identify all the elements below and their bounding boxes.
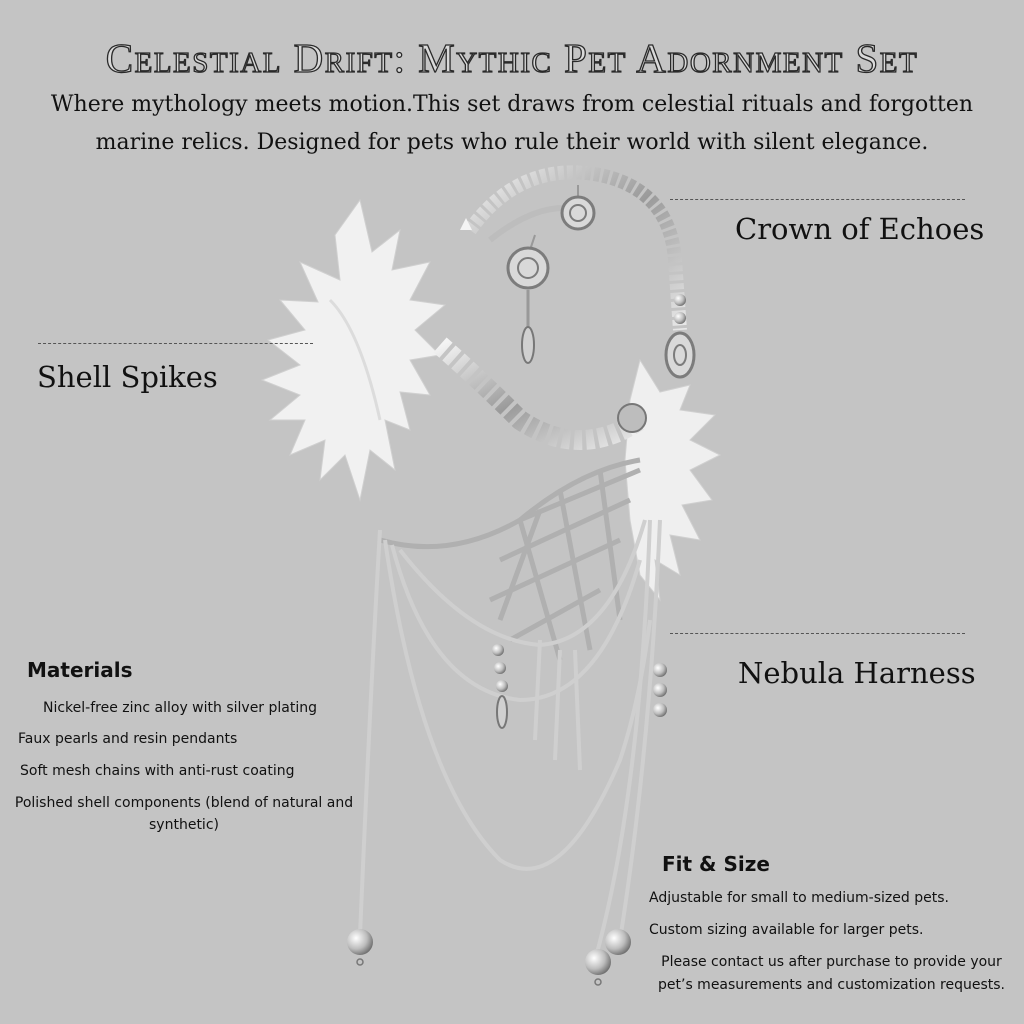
page-title: Celestial Drift: Mythic Pet Adornment Set: [105, 35, 919, 81]
fit-size-item: Please contact us after purchase to provide your pet’s measurements and customization requests.: [658, 954, 1005, 993]
page-subtitle: Where mythology meets motion.This set draws from celestial rituals and forgotten marine relics. Designed for pets who rule their world with silent elegance.: [50, 92, 974, 155]
materials-item: Faux pearls and resin pendants: [18, 731, 238, 747]
harness-mesh: [380, 460, 640, 660]
materials-item: Polished shell components (blend of natural and synthetic): [14, 795, 354, 833]
crown-of-echoes-art: [460, 172, 694, 377]
materials-heading: Materials: [27, 658, 133, 682]
harness-label: Nebula Harness: [738, 656, 976, 690]
harness-callout-line: [670, 633, 965, 634]
fit-size-heading: Fit & Size: [662, 852, 770, 876]
shell-spike-left: [262, 200, 445, 500]
crown-label: Crown of Echoes: [735, 212, 985, 246]
faux-pearl-beads: [347, 644, 667, 985]
spikes-callout-line: [38, 343, 313, 344]
harness-neck-strap: [440, 345, 640, 440]
fit-size-item: Custom sizing available for larger pets.: [649, 922, 924, 938]
materials-item: Soft mesh chains with anti-rust coating: [20, 763, 295, 779]
fit-size-item: Adjustable for small to medium-sized pets.: [649, 890, 949, 906]
materials-item: Nickel-free zinc alloy with silver plating: [42, 700, 318, 716]
spikes-label: Shell Spikes: [37, 360, 218, 394]
crown-callout-line: [670, 199, 965, 200]
